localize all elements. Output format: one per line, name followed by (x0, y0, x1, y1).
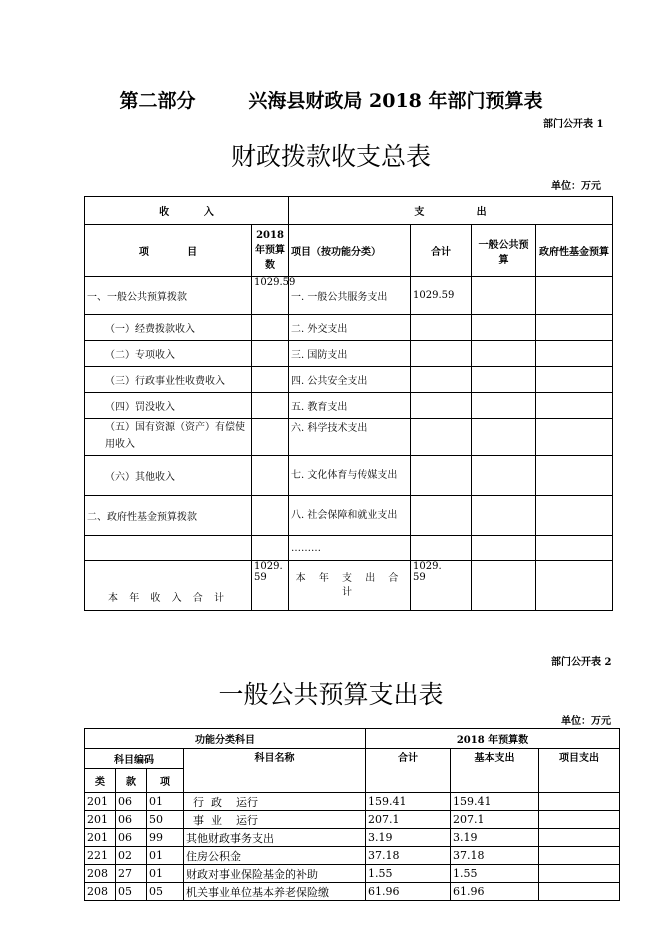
table-row (85, 456, 613, 496)
fund-cell (536, 496, 613, 536)
total-income-value: 1029.59 (252, 561, 289, 611)
col-fund-header: 政府性基金预算 (536, 225, 613, 277)
col-budget-header: 2018年预算数 (252, 225, 289, 277)
expense-header: 支 出 (289, 197, 613, 225)
total-expense-value (411, 561, 472, 611)
col-total-header: 合计 (411, 225, 472, 277)
amount-cell (252, 419, 289, 456)
amount-cell (252, 456, 289, 496)
project-cell (539, 811, 620, 829)
fund-cell (536, 277, 613, 315)
income-cell: 二、政府性基金预算拨款 (85, 496, 252, 536)
amount-cell (252, 496, 289, 536)
part-title: 第二部分 兴海县财政局 2018 年部门预算表 (119, 90, 543, 112)
total-cell (411, 419, 472, 456)
basic-cell: 3.19 (451, 829, 539, 847)
expense-cell: ……… (289, 536, 411, 561)
name-header: 科目名称 (184, 749, 366, 793)
table-row (85, 865, 620, 883)
func-header: 功能分类科目 (85, 729, 366, 749)
kuan-header: 款 (116, 769, 147, 793)
project-cell (539, 865, 620, 883)
xiang-cell: 99 (147, 829, 184, 847)
income-cell: 一、一般公共预算拨款 (85, 277, 252, 315)
disclosure-label-1: 部门公开表 1 (543, 119, 604, 130)
total-cell (411, 496, 472, 536)
fund-cell (536, 341, 613, 367)
xiang-cell: 01 (147, 847, 184, 865)
project-cell (539, 829, 620, 847)
table-row (85, 315, 613, 341)
table2-title: 一般公共预算支出表 (218, 680, 444, 709)
general-cell (472, 341, 536, 367)
total-cell (411, 315, 472, 341)
table-row (85, 536, 613, 561)
general-budget-expense-table (84, 728, 620, 901)
expense-cell: 八. 社会保障和就业支出 (289, 496, 411, 536)
table-row (85, 341, 613, 367)
expense-cell: 三. 国防支出 (289, 341, 411, 367)
general-cell (472, 367, 536, 393)
table1-title: 财政拨款收支总表 (230, 142, 431, 171)
kuan-cell: 06 (116, 829, 147, 847)
fund-cell (536, 315, 613, 341)
table-row (85, 829, 620, 847)
name-cell: 机关事业单位基本养老保险缴 (184, 883, 366, 901)
total-cell (411, 367, 472, 393)
amount-cell (252, 536, 289, 561)
disclosure-label-2: 部门公开表 2 (551, 657, 612, 668)
total-cell (411, 456, 472, 496)
name-cell: 住房公积金 (184, 847, 366, 865)
fund-cell (536, 536, 613, 561)
total-income-label: 本 年 收 入 合 计 (85, 561, 252, 611)
basic-cell: 207.1 (451, 811, 539, 829)
lei-header: 类 (85, 769, 116, 793)
general-cell (472, 456, 536, 496)
project-cell (539, 883, 620, 901)
table-row (85, 419, 613, 456)
total-cell: 159.41 (366, 793, 451, 811)
total-cell: 1029.59 (411, 277, 472, 315)
income-cell: （六）其他收入 (85, 456, 252, 496)
kuan-cell: 02 (116, 847, 147, 865)
table-row (85, 847, 620, 865)
expense-cell: 四. 公共安全支出 (289, 367, 411, 393)
total-cell: 207.1 (366, 811, 451, 829)
table-row (85, 197, 613, 225)
table-row-total (85, 561, 613, 611)
expense-cell: 七. 文化体育与传媒支出 (289, 456, 411, 496)
total-header: 合计 (366, 749, 451, 793)
xiang-cell: 01 (147, 793, 184, 811)
amount-cell (252, 315, 289, 341)
project-header: 项目支出 (539, 749, 620, 793)
income-cell: （五）国有资源（资产）有偿使用收入 (85, 419, 252, 456)
income-cell: （二）专项收入 (85, 341, 252, 367)
general-cell (472, 536, 536, 561)
table-row (85, 793, 620, 811)
total-cell: 61.96 (366, 883, 451, 901)
xiang-cell: 05 (147, 883, 184, 901)
name-cell: 事 业 运行 (184, 811, 366, 829)
total-cell: 1.55 (366, 865, 451, 883)
lei-cell: 201 (85, 811, 116, 829)
table-row (85, 811, 620, 829)
amount-cell (252, 341, 289, 367)
fund-cell (536, 456, 613, 496)
general-cell (472, 277, 536, 315)
income-cell: （一）经费拨款收入 (85, 315, 252, 341)
table-row (85, 367, 613, 393)
total-cell (411, 341, 472, 367)
income-cell: （三）行政事业性收费收入 (85, 367, 252, 393)
total-expense-text: 1029.59 (413, 561, 442, 583)
expense-cell: 五. 教育支出 (289, 393, 411, 419)
col-general-header: 一般公共预算 (472, 225, 536, 277)
general-cell (472, 496, 536, 536)
basic-cell: 1.55 (451, 865, 539, 883)
expense-cell: 六. 科学技术支出 (289, 419, 411, 456)
general-cell (472, 393, 536, 419)
kuan-cell: 05 (116, 883, 147, 901)
lei-cell: 201 (85, 793, 116, 811)
basic-header: 基本支出 (451, 749, 539, 793)
lei-cell: 208 (85, 883, 116, 901)
unit-label-2: 单位：万元 (561, 716, 611, 727)
expense-cell: 一. 一般公共服务支出 (289, 277, 411, 315)
basic-cell: 61.96 (451, 883, 539, 901)
amount-cell: 1029.59 (252, 277, 289, 315)
total-cell: 37.18 (366, 847, 451, 865)
basic-cell: 37.18 (451, 847, 539, 865)
table-row (85, 393, 613, 419)
lei-cell: 208 (85, 865, 116, 883)
kuan-cell: 06 (116, 793, 147, 811)
table-row (85, 277, 613, 315)
budget-header: 2018 年预算数 (366, 729, 620, 749)
fiscal-summary-table (84, 196, 613, 611)
general-cell (472, 419, 536, 456)
expense-cell: 二. 外交支出 (289, 315, 411, 341)
project-cell (539, 847, 620, 865)
income-header: 收 入 (85, 197, 289, 225)
name-cell: 其他财政事务支出 (184, 829, 366, 847)
kuan-cell: 06 (116, 811, 147, 829)
table-row (85, 225, 613, 277)
fund-cell (536, 393, 613, 419)
total-cell (411, 393, 472, 419)
total-expense-label: 本 年 支 出 合 计 (289, 561, 411, 611)
table-row (85, 883, 620, 901)
xiang-header: 项 (147, 769, 184, 793)
name-cell: 财政对事业保险基金的补助 (184, 865, 366, 883)
income-cell: （四）罚没收入 (85, 393, 252, 419)
general-cell (472, 315, 536, 341)
project-cell (539, 793, 620, 811)
table-row (85, 496, 613, 536)
col-item-header: 项 目 (85, 225, 252, 277)
basic-cell: 159.41 (451, 793, 539, 811)
general-cell (472, 561, 536, 611)
xiang-cell: 01 (147, 865, 184, 883)
code-header: 科目编码 (85, 749, 184, 769)
income-cell (85, 536, 252, 561)
total-cell (411, 536, 472, 561)
fund-cell (536, 561, 613, 611)
name-cell: 行 政 运行 (184, 793, 366, 811)
kuan-cell: 27 (116, 865, 147, 883)
xiang-cell: 50 (147, 811, 184, 829)
lei-cell: 201 (85, 829, 116, 847)
table-row (85, 749, 620, 769)
amount-cell (252, 367, 289, 393)
lei-cell: 221 (85, 847, 116, 865)
unit-label-1: 单位：万元 (551, 181, 601, 192)
table-row (85, 729, 620, 749)
fund-cell (536, 419, 613, 456)
fund-cell (536, 367, 613, 393)
col-func-header: 项目（按功能分类） (289, 225, 411, 277)
amount-cell (252, 393, 289, 419)
total-cell: 3.19 (366, 829, 451, 847)
